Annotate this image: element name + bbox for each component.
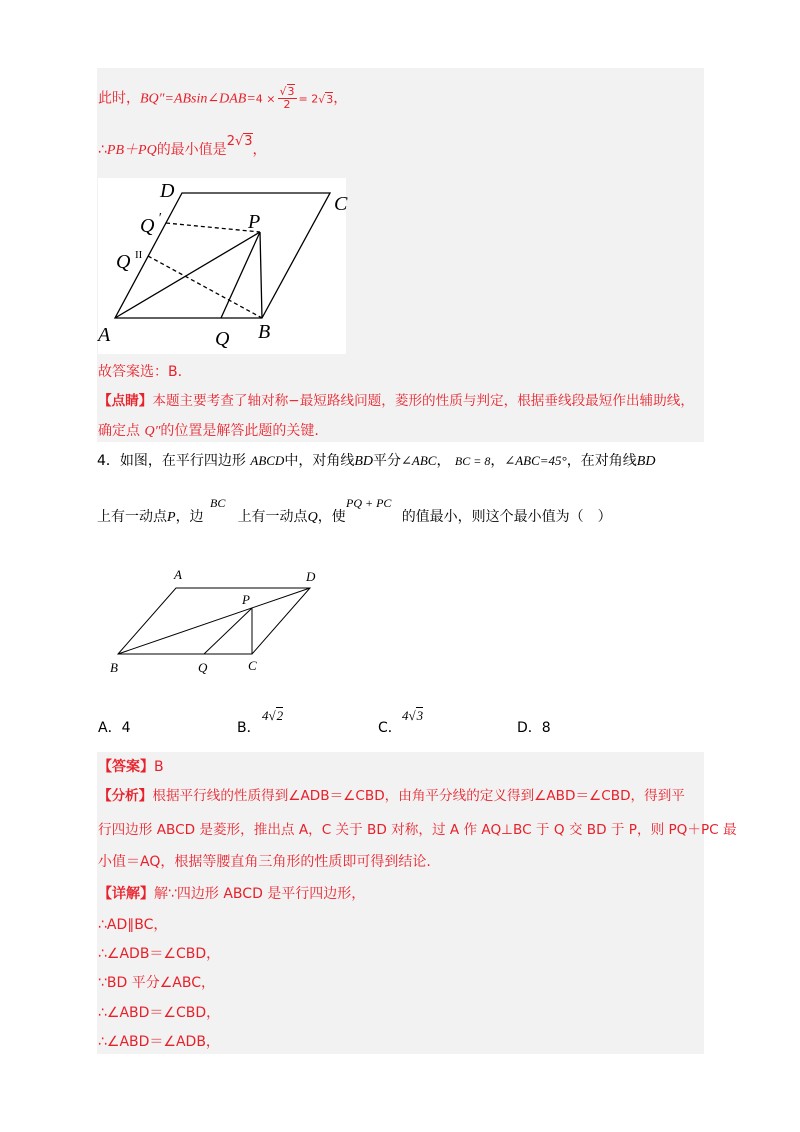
line-min-value: ∴PB＋PQ的最小值是2√3， (98, 134, 267, 158)
comment-line-2: 确定点 Q″的位置是解答此题的关键. (98, 423, 319, 439)
line-bq-value: 此时，BQ″=ABsin∠DAB=4 × $\frac{√3}{2}$ = 2√3， (98, 85, 348, 111)
fig2-label-c: C (248, 658, 257, 673)
question-4-line-1: 4．如图，在平行四边形 ABCD中，对角线BD平分∠ABC， BC = 8，∠ABC=45°，在对角线BD (97, 453, 656, 469)
detail-line-1: 【详解】解∵四边形 ABCD 是平行四边形， (98, 886, 366, 902)
fig2-label-q: Q (198, 660, 208, 675)
answer-line: 【答案】B (98, 759, 164, 775)
answer-choice-line: 故答案选：B. (98, 364, 183, 380)
option-d[interactable]: D．8 (517, 720, 551, 736)
fig1-label-q: Q (215, 328, 230, 350)
fig2-label-p: P (242, 592, 250, 607)
figure-rhombus-diagram (98, 178, 346, 354)
detail-line-3: ∴∠ADB＝∠CBD， (98, 946, 221, 962)
fig1-label-c: C (334, 193, 348, 215)
option-b[interactable]: B． (237, 720, 261, 736)
fig2-label-b: B (110, 660, 118, 675)
fig1-label-p: P (248, 211, 261, 233)
detail-line-6: ∴∠ABD＝∠ADB， (98, 1034, 220, 1050)
fig1-label-a: A (98, 324, 111, 346)
option-c-value: 4√3 (402, 708, 424, 723)
comment-tag: 【点睛】 (98, 393, 153, 409)
fig1-label-q1-mark: ′ (158, 211, 162, 226)
fig1-label-q2-mark: II (135, 249, 143, 261)
figure-parallelogram-diagram (104, 566, 326, 680)
fig2-label-d: D (306, 569, 316, 584)
option-c[interactable]: C． (378, 720, 402, 736)
analysis-line-3: 小值＝AQ，根据等腰直角三角形的性质即可得到结论. (98, 854, 431, 870)
detail-line-2: ∴AD∥BC， (98, 917, 168, 933)
option-b-value: 4√2 (262, 708, 284, 723)
sup-bc: BC (210, 496, 226, 510)
detail-line-4: ∵BD 平分∠ABC， (98, 975, 216, 991)
question-4-line-2: 上有一动点P，边 上有一动点Q，使 的值最小，则这个最小值为（ ） (97, 509, 612, 525)
fig1-label-q2: Q (116, 251, 131, 273)
analysis-line-1: 【分析】根据平行线的性质得到∠ADB＝∠CBD，由角平分线的定义得到∠ABD＝∠CBD，得到平 (98, 788, 685, 804)
fig1-label-q1: Q (140, 215, 155, 237)
analysis-line-2: 行四边形 ABCD 是菱形，推出点 A，C 关于 BD 对称，过 A 作 AQ⊥BC 于 Q 交 BD 于 P，则 PQ＋PC 最 (98, 822, 737, 838)
fig1-label-b: B (258, 321, 271, 343)
detail-line-5: ∴∠ABD＝∠CBD， (98, 1005, 221, 1021)
sup-pq-pc: PQ + PC (346, 496, 392, 510)
option-a[interactable]: A．4 (98, 720, 131, 736)
fig2-label-a: A (174, 567, 182, 582)
fig1-label-d: D (160, 180, 175, 202)
comment-line-1: 【点睛】本题主要考查了轴对称−最短路线问题，菱形的性质与判定，根据垂线段最短作出辅助线， (98, 393, 694, 409)
